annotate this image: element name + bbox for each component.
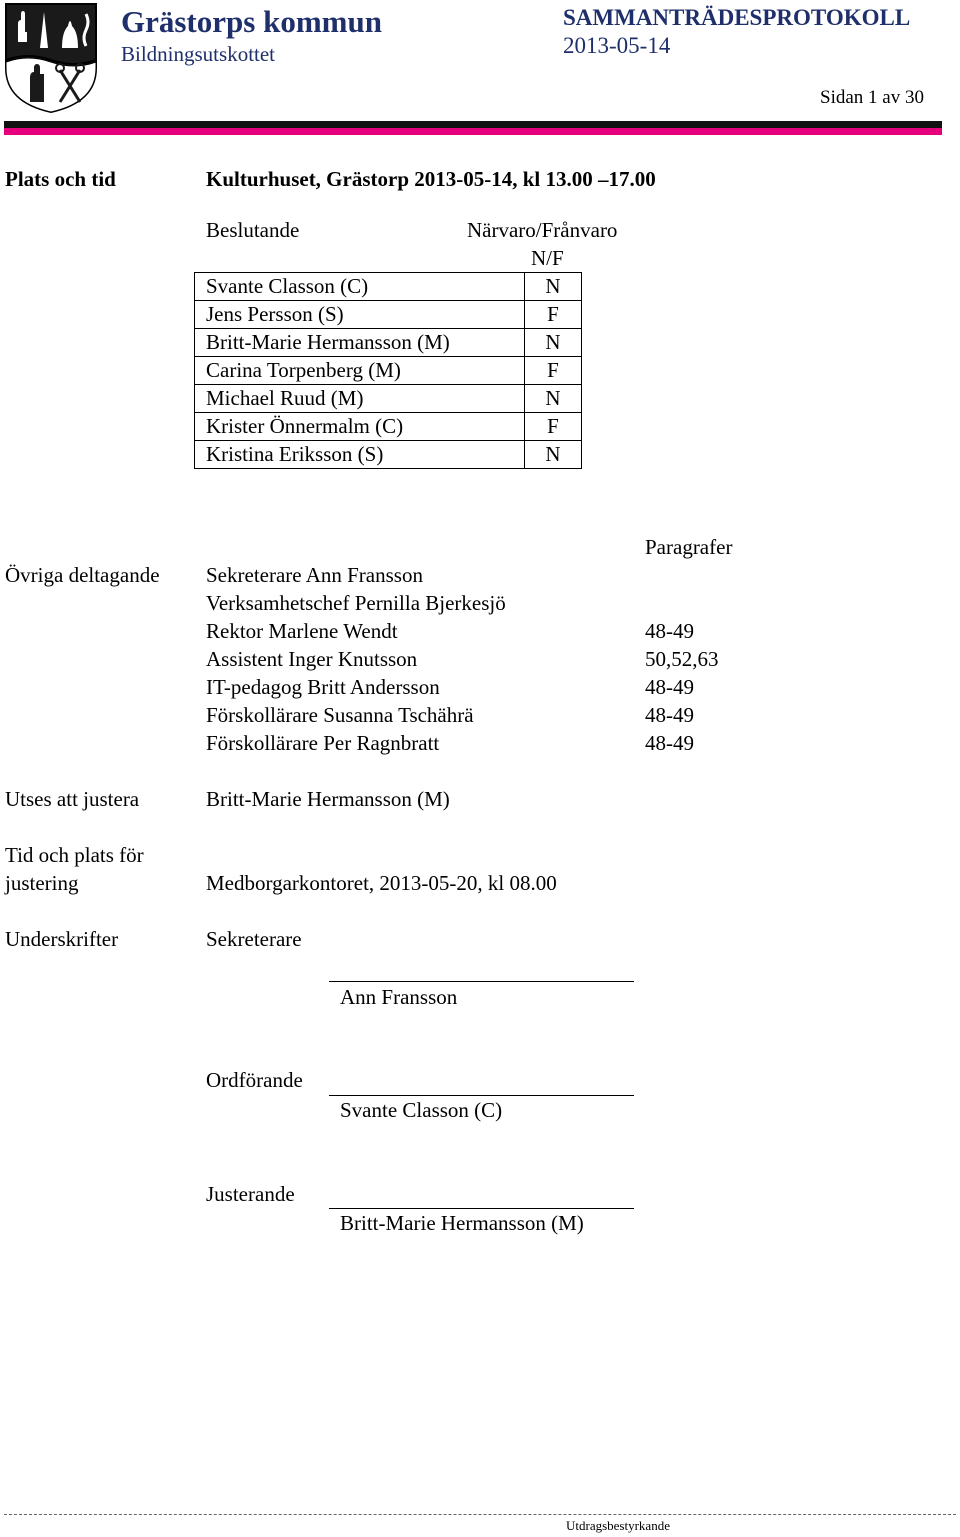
member-name: Jens Persson (S) [195,301,525,329]
place-time-label: Plats och tid [5,167,116,191]
member-status: F [525,301,582,329]
adjust-time-label-line1: Tid och plats för [5,843,144,867]
table-row [195,385,582,413]
secretary-signature-line [329,981,634,982]
table-row [195,357,582,385]
page-number: Sidan 1 av 30 [820,87,924,108]
municipality-coat-of-arms-logo [4,2,98,114]
member-name: Michael Ruud (M) [195,385,525,413]
paragraphs-header: Paragrafer [645,535,733,559]
adjuster-role: Justerande [206,1182,295,1206]
footer-divider [4,1514,956,1515]
participant-name: Förskollärare Susanna Tschährä [206,703,474,727]
member-name: Carina Torpenberg (M) [195,357,525,385]
table-row [195,273,582,301]
chair-name: Svante Classon (C) [340,1098,503,1122]
participant-paragraphs: 48-49 [645,731,694,755]
table-row [195,441,582,469]
member-status: F [525,413,582,441]
table-row [195,413,582,441]
footer-certification: Utdragsbestyrkande [566,1518,670,1533]
member-name: Krister Önnermalm (C) [195,413,525,441]
member-status: N [525,385,582,413]
document-date: 2013-05-14 [563,33,671,58]
adjuster-label: Utses att justera [5,787,140,811]
others-label: Övriga deltagande [5,563,160,587]
member-name: Svante Classon (C) [195,273,525,301]
participant-name: Sekreterare Ann Fransson [206,563,423,587]
adjust-time-label-line2: justering [5,871,79,895]
participant-paragraphs: 48-49 [645,675,694,699]
committee-name: Bildningsutskottet [121,42,276,66]
participant-name: Förskollärare Per Ragnbratt [206,731,440,755]
member-status: F [525,357,582,385]
table-row [195,329,582,357]
decision-makers-header: Beslutande [206,218,300,242]
document-type: SAMMANTRÄDESPROTOKOLL [563,5,911,30]
chair-role: Ordförande [206,1068,303,1092]
member-status: N [525,441,582,469]
place-time-value: Kulturhuset, Grästorp 2013-05-14, kl 13.00 –17.00 [206,167,656,191]
signatures-label: Underskrifter [5,927,119,951]
header-divider-accent [4,128,942,135]
participant-name: Rektor Marlene Wendt [206,619,398,643]
presence-header: Närvaro/Frånvaro [467,218,618,242]
municipality-name: Grästorps kommun [121,4,382,39]
adjuster-signature-name: Britt-Marie Hermansson (M) [340,1211,584,1235]
adjuster-signature-line [329,1208,634,1209]
participant-name: IT-pedagog Britt Andersson [206,675,440,699]
secretary-name: Ann Fransson [340,985,458,1009]
adjuster-value: Britt-Marie Hermansson (M) [206,787,450,811]
participant-paragraphs: 48-49 [645,619,694,643]
participant-paragraphs: 48-49 [645,703,694,727]
presence-code-header: N/F [531,246,564,270]
attendance-table [194,272,582,469]
adjust-time-value: Medborgarkontoret, 2013-05-20, kl 08.00 [206,871,557,895]
member-status: N [525,329,582,357]
table-row [195,301,582,329]
participant-name: Assistent Inger Knutsson [206,647,418,671]
member-name: Britt-Marie Hermansson (M) [195,329,525,357]
chair-signature-line [329,1095,634,1096]
member-status: N [525,273,582,301]
participant-paragraphs: 50,52,63 [645,647,719,671]
participant-name: Verksamhetschef Pernilla Bjerkesjö [206,591,506,615]
secretary-role: Sekreterare [206,927,302,951]
member-name: Kristina Eriksson (S) [195,441,525,469]
header-divider-dark [4,121,942,128]
